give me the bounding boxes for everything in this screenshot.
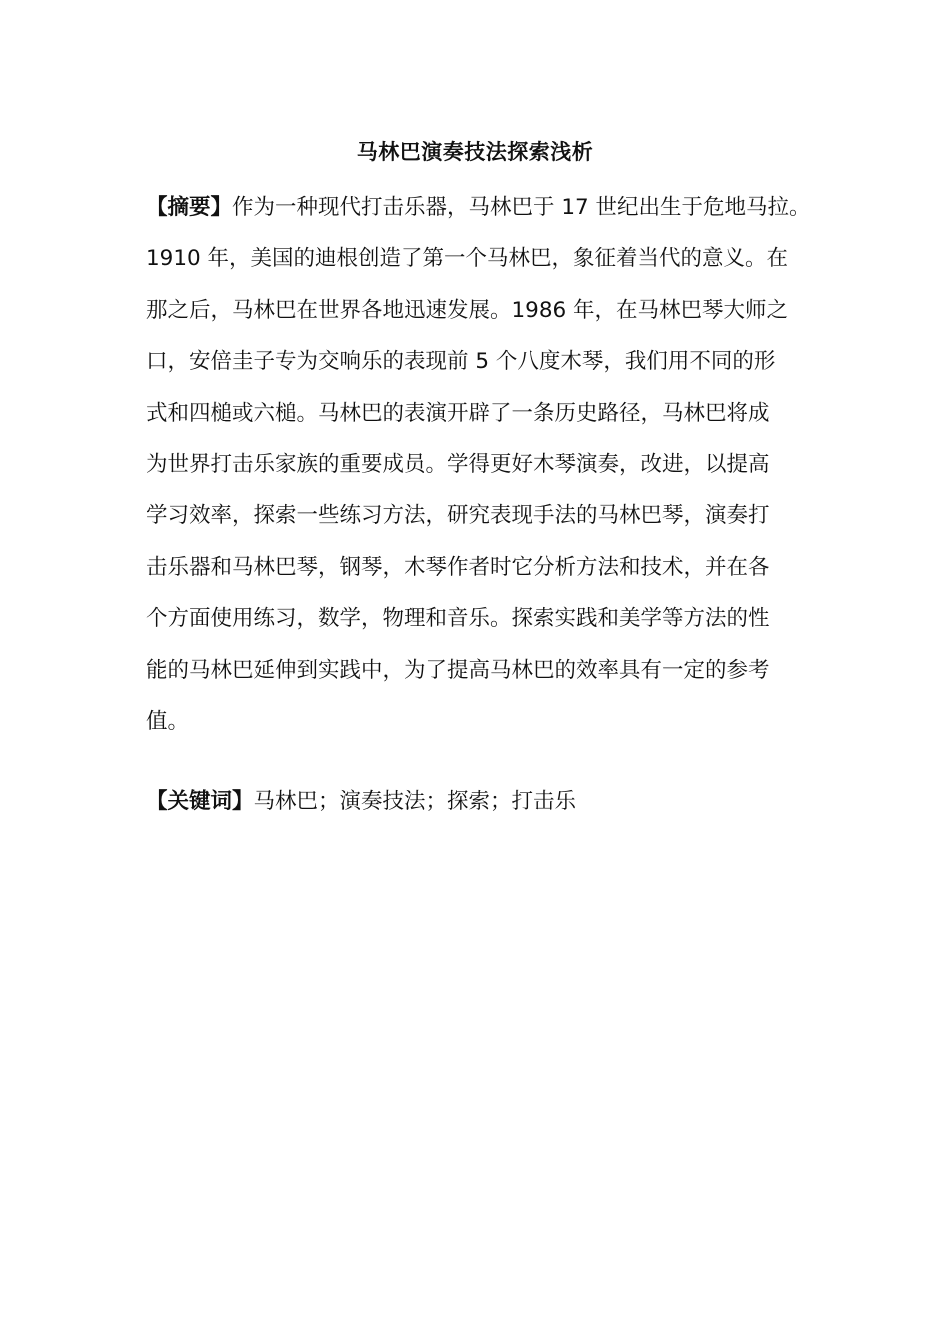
abstract-line: 个方面使用练习，数学，物理和音乐。探索实践和美学等方法的性 <box>146 606 770 632</box>
keywords-text: 马林巴；演奏技法；探索；打击乐 <box>253 789 577 814</box>
abstract-line: 1910 年，美国的迪根创造了第一个马林巴，象征着当代的意义。在 <box>146 246 789 272</box>
abstract-line: 那之后，马林巴在世界各地迅速发展。1986 年，在马林巴琴大师之 <box>146 297 789 323</box>
abstract-line <box>146 182 836 233</box>
keywords-label: 【关键词】 <box>146 789 254 814</box>
abstract-line: 能的马林巴延伸到实践中，为了提高马林巴的效率具有一定的参考 <box>146 657 770 683</box>
abstract-line: 学习效率，探索一些练习方法，研究表现手法的马林巴琴，演奏打 <box>146 503 770 529</box>
abstract-line-text: 作为一种现代打击乐器，马林巴于 17 世纪出生于危地马拉。 <box>232 195 811 220</box>
abstract-section <box>146 182 836 747</box>
abstract-line: 击乐器和马林巴琴，钢琴，木琴作者时它分析方法和技术，并在各 <box>146 554 770 580</box>
abstract-line: 式和四槌或六槌。马林巴的表演开辟了一条历史路径，马林巴将成 <box>146 400 770 426</box>
document-title: 马林巴演奏技法探索浅析 <box>356 140 594 164</box>
abstract-line: 值。 <box>146 709 190 735</box>
abstract-line: 为世界打击乐家族的重要成员。学得更好木琴演奏，改进，以提高 <box>146 452 770 478</box>
abstract-line: 口，安倍圭子专为交响乐的表现前 5 个八度木琴，我们用不同的形 <box>146 349 776 375</box>
abstract-label: 【摘要】 <box>146 195 233 220</box>
keywords-section <box>146 776 836 827</box>
